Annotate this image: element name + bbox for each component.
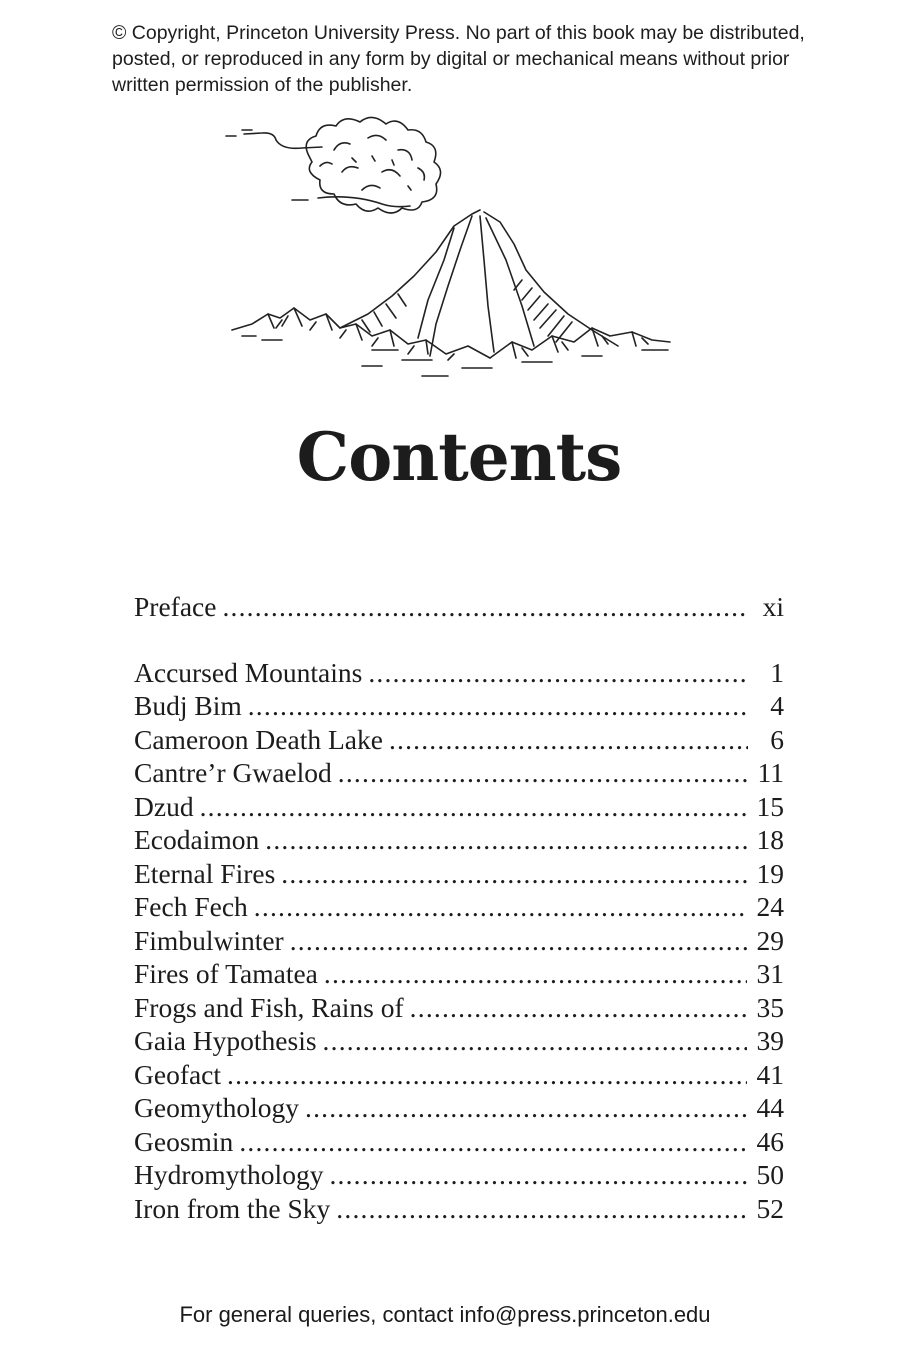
toc-entry[interactable]	[134, 924, 784, 958]
toc-entry-label: Fech Fech	[134, 891, 248, 922]
toc-entry[interactable]	[134, 689, 784, 723]
toc-entry-label: Geomythology	[134, 1092, 299, 1123]
toc-dot-leader	[336, 1192, 746, 1226]
toc-entry-label: Frogs and Fish, Rains of	[134, 991, 404, 1023]
toc-entry-label: Accursed Mountains	[134, 656, 363, 688]
toc-dot-leader	[200, 790, 747, 824]
footer-contact: For general queries, contact info@press.princeton.edu	[179, 1302, 711, 1327]
toc-dot-leader	[239, 1125, 746, 1159]
volcano-illustration-icon	[222, 110, 682, 390]
toc-dot-leader	[290, 924, 747, 958]
toc-dot-leader	[410, 991, 747, 1025]
toc-dot-leader	[324, 957, 747, 991]
copyright-notice: © Copyright, Princeton University Press. No part of this book may be distributed, posted, or reproduced in any form by digital or mechanical means without prior written permission of the publisher.	[112, 22, 805, 96]
toc-entry-label: Cameroon Death Lake	[134, 723, 383, 755]
toc-entry[interactable]	[134, 823, 784, 857]
toc-entry[interactable]	[134, 957, 784, 991]
toc-entry-label: Gaia Hypothesis	[134, 1025, 317, 1056]
toc-entry-page: 41	[756, 1058, 784, 1090]
toc-entry-label: Geosmin	[134, 1125, 234, 1157]
toc-entry[interactable]	[134, 1192, 784, 1226]
toc-dot-leader	[329, 1158, 746, 1192]
toc-entry-preface[interactable]	[134, 590, 784, 624]
toc-entry-page: xi	[762, 591, 784, 622]
toc-dot-leader	[368, 656, 748, 690]
toc-entry[interactable]	[134, 756, 784, 790]
toc-entry-label: Fires of Tamatea	[134, 958, 318, 989]
toc-entry-page: 50	[756, 1159, 784, 1190]
toc-entry-label: Preface	[134, 591, 217, 622]
toc-entry-label: Cantre’r Gwaelod	[134, 757, 332, 788]
toc-dot-leader	[222, 590, 748, 624]
toc-entry[interactable]	[134, 790, 784, 824]
toc-entry-page: 44	[756, 1092, 784, 1123]
page-title: Contents	[296, 418, 622, 496]
toc-entry-label: Eternal Fires	[134, 857, 276, 889]
toc-entry[interactable]	[134, 857, 784, 891]
table-of-contents	[134, 590, 784, 1225]
toc-entry[interactable]	[134, 723, 784, 757]
toc-dot-leader	[265, 823, 746, 857]
toc-entry-page: 24	[756, 891, 784, 922]
toc-entry-label: Iron from the Sky	[134, 1192, 331, 1224]
toc-dot-leader	[305, 1091, 747, 1125]
toc-dot-leader	[248, 689, 748, 723]
toc-dot-leader	[227, 1058, 746, 1092]
toc-entry-page: 31	[756, 958, 784, 989]
toc-entry[interactable]	[134, 1125, 784, 1159]
toc-entry-label: Ecodaimon	[134, 824, 260, 855]
toc-entry-page: 18	[756, 824, 784, 855]
toc-entry-page: 39	[756, 1025, 784, 1056]
toc-entry-page: 46	[756, 1125, 784, 1157]
toc-entry[interactable]	[134, 1058, 784, 1092]
toc-entry-label: Budj Bim	[134, 690, 242, 721]
toc-entry-page: 1	[770, 656, 784, 688]
toc-entry[interactable]	[134, 1091, 784, 1125]
toc-entry-page: 29	[756, 924, 784, 956]
toc-entry-page: 19	[756, 857, 784, 889]
toc-entry[interactable]	[134, 1158, 784, 1192]
toc-dot-leader	[389, 723, 748, 757]
toc-entry[interactable]	[134, 890, 784, 924]
toc-entry-label: Geofact	[134, 1058, 222, 1090]
toc-dot-leader	[281, 857, 746, 891]
toc-dot-leader	[254, 890, 747, 924]
toc-entry-label: Fimbulwinter	[134, 924, 284, 956]
toc-dot-leader	[323, 1024, 747, 1058]
toc-dot-leader	[338, 756, 748, 790]
toc-entry[interactable]	[134, 656, 784, 690]
toc-entry-page: 11	[757, 757, 784, 788]
toc-entry-page: 15	[756, 790, 784, 822]
toc-entry-page: 4	[770, 690, 784, 721]
toc-entry[interactable]	[134, 1024, 784, 1058]
toc-entry-page: 35	[756, 991, 784, 1023]
toc-entry[interactable]	[134, 991, 784, 1025]
toc-entry-label: Dzud	[134, 790, 194, 822]
toc-entry-page: 52	[756, 1192, 784, 1224]
toc-entry-page: 6	[770, 723, 784, 755]
toc-entry-label: Hydromythology	[134, 1159, 324, 1190]
